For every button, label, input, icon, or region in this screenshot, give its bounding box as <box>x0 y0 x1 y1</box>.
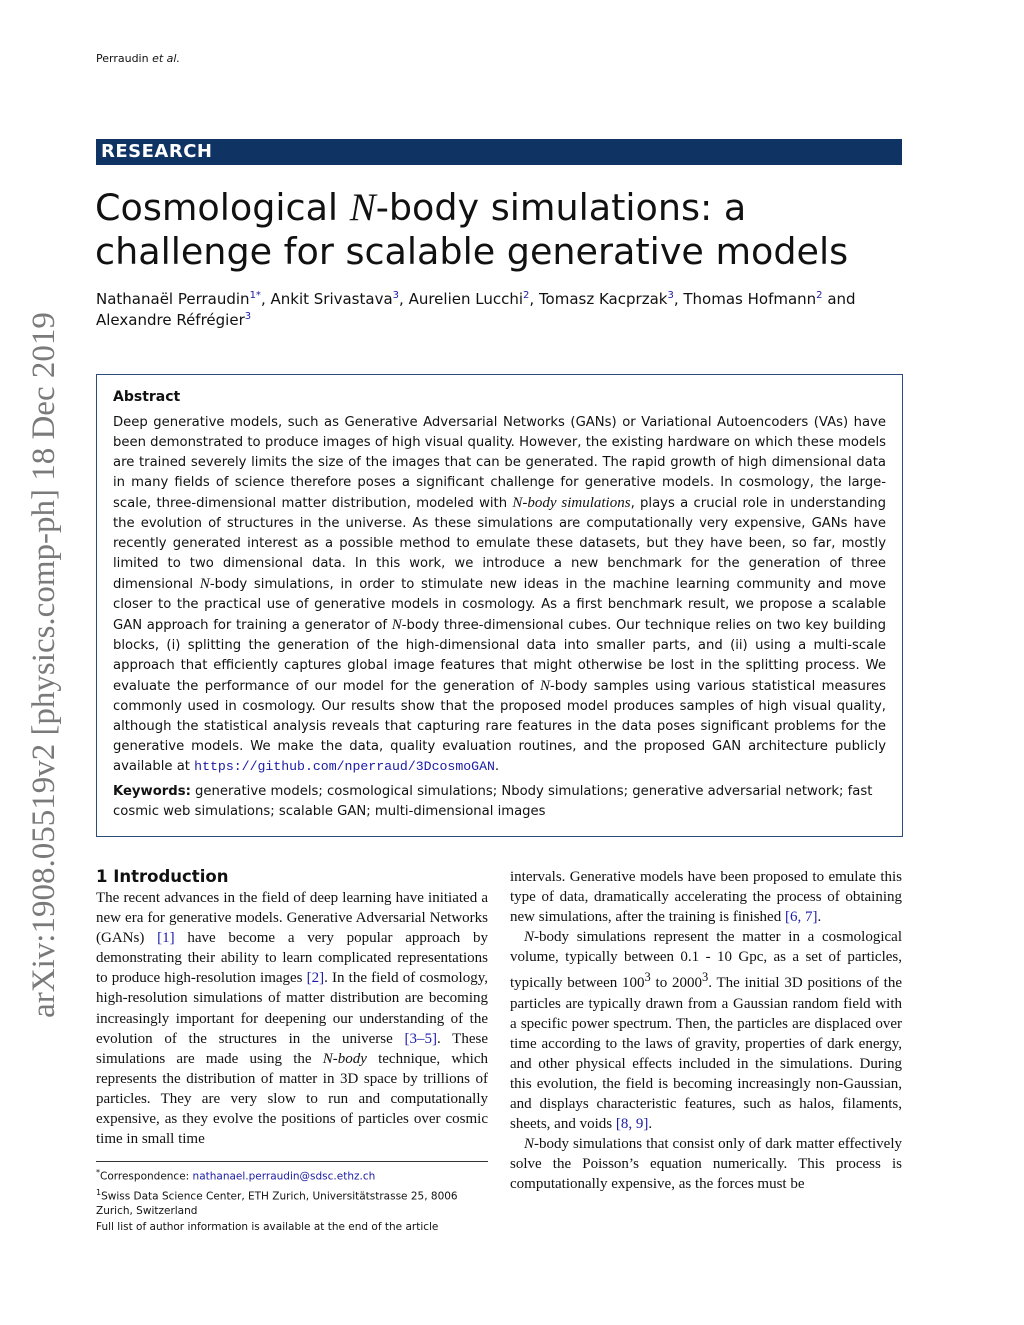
author-separator: , <box>529 290 539 308</box>
superscript: 3 <box>644 970 651 985</box>
footnote-affiliation <box>96 1185 488 1220</box>
author-affiliation-mark[interactable]: 1* <box>249 290 261 301</box>
intro-text: technique, which represents the distribution of matter in 3D space by trillions of particles. They are very slow to run and computationally expensive, as they evolve the positions of particles over cosmic time in small time <box>96 1050 488 1148</box>
footnote-affiliation-text: Swiss Data Science Center, ETH Zurich, Universitätstrasse 25, 8006 Zurich, Switzerland <box>96 1190 458 1218</box>
intro-text: -body simulations that consist only of dark matter effectively solve the Poisson’s equation numerically. This process is computationally expensive, as the forces must be <box>510 1136 902 1193</box>
author-separator: , <box>260 290 271 308</box>
github-link[interactable]: https://github.com/nperraud/3DcosmoGAN <box>194 759 495 774</box>
abstract-n-symbol: N <box>391 617 402 633</box>
abstract-t1: Deep generative models, such as Generative Adversarial Networks (GANs) or Variational Autoencoders (VAs) have been demonstrated to produce images of high visual quality. However, the existing hardware on which these models are trained severely limits the size of the images that can be generated. The rapid growth of high dimensional data in many fields of science therefore poses a significant challenge for generative models. In cosmology, the large-scale, three-dimensional matter distribution, modeled with <box>113 415 886 511</box>
author-name: Ankit Srivastava <box>270 290 393 308</box>
citation-link[interactable]: [2] <box>306 970 325 987</box>
arxiv-stamp: arXiv:1908.05519v2 [physics.comp-ph] 18 Dec 2019 <box>26 312 62 1018</box>
author-affiliation-mark[interactable]: 2 <box>816 290 823 301</box>
footnote-divider <box>96 1161 488 1162</box>
author-name: Nathanaël Perraudin <box>96 290 250 308</box>
author-name: Aurelien Lucchi <box>408 290 524 308</box>
intro-paragraph-1-cont <box>510 867 902 927</box>
abstract-nbody-term: N-body simulations <box>512 495 631 511</box>
author-affiliation-mark[interactable]: 2 <box>523 290 530 301</box>
running-head-author: Perraudin <box>96 52 149 65</box>
author-name: Alexandre Réfrégier <box>96 311 245 329</box>
intro-text: . <box>817 909 822 926</box>
running-head <box>96 52 180 65</box>
intro-text: intervals. Generative models have been proposed to emulate this type of data, dramatically accelerating the process of obtaining new simulations, after the training is finished <box>510 869 902 926</box>
abstract-t4: -body three-dimensional cubes. Our technique relies on two key building blocks, (i) splitting the generation of the high-dimensional data into smaller parts, and (ii) using a multi-scale approach that efficiently captures global image features that might otherwise be lost in the splitting process. We evaluate the performance of our model for the generation of <box>113 618 886 694</box>
footnote-mark: * <box>96 1168 100 1177</box>
running-head-etal: et al. <box>152 52 180 65</box>
footnote-mark: 1 <box>96 1187 102 1197</box>
intro-paragraph-2 <box>510 927 902 1134</box>
nbody-term: N-body <box>322 1050 367 1067</box>
superscript: 3 <box>701 970 709 985</box>
author-affiliation-mark[interactable]: 3 <box>392 290 400 301</box>
keywords-text: generative models; cosmological simulations; Nbody simulations; generative adversarial network; fast cosmic web simulations; scalable GAN; multi-dimensional images <box>113 784 873 819</box>
author-affiliation-mark[interactable]: 3 <box>667 290 674 301</box>
citation-link[interactable]: [1] <box>157 930 175 947</box>
author-separator: , <box>399 290 409 308</box>
footnotes <box>96 1165 488 1235</box>
n-symbol: N <box>524 1136 535 1153</box>
footnote-label: Correspondence: <box>100 1170 193 1183</box>
keywords-label: Keywords: <box>113 784 191 799</box>
intro-paragraph-3 <box>510 1134 902 1194</box>
citation-link[interactable]: [8, 9] <box>615 1116 649 1133</box>
author-name: Tomasz Kacprzak <box>538 290 668 308</box>
footnote-correspondence <box>96 1165 488 1185</box>
n-symbol: N <box>524 929 535 946</box>
author-separator: and <box>822 290 856 308</box>
intro-paragraph-1 <box>96 888 488 1149</box>
abstract-n-symbol: N <box>540 678 551 694</box>
author-list <box>96 289 906 331</box>
intro-text: . These simulations are made using the <box>96 1030 488 1067</box>
abstract-heading: Abstract <box>113 389 181 405</box>
intro-text: -body simulations represent the matter in a cosmological volume, typically between 0.1 - 10 Gpc, as a set of particles, typically between 100 <box>510 929 902 992</box>
abstract-t5: -body samples using various statistical measures commonly used in cosmology. Our results show that the proposed model produces samples of high visual quality, although the statistical analysis reveals that capturing rare features in the data poses significant problems for the generative models. We make the data, quality evaluation routines, and the proposed GAN architecture publicly available at <box>113 679 886 774</box>
intro-text: . In the field of cosmology, high-resolution simulations of matter distribution are becoming increasingly important for deepening our understanding of the evolution of the structures in the universe <box>96 970 488 1047</box>
keywords <box>113 782 886 822</box>
abstract-text <box>113 413 886 777</box>
intro-text: . <box>648 1116 653 1133</box>
title-part2: -body simulations: a challenge for scalable generative models <box>95 186 849 273</box>
paper-title <box>95 186 910 274</box>
abstract-t2: , plays a crucial role in understanding the evolution of structures in the universe. As these simulations are computationally very expensive, GANs have recently generated interest as a possible method to emulate these datasets, but they have been, so far, mostly limited to two dimensional data. In this work, we introduce a new benchmark for the generation of three dimensional <box>113 496 886 592</box>
section-heading-introduction: 1 Introduction <box>96 867 229 886</box>
intro-text: The recent advances in the field of deep learning have initiated a new era for generative models. Generative Adversarial Networks (GANs) <box>96 890 488 947</box>
citation-link[interactable]: [3–5] <box>404 1030 437 1047</box>
intro-text: to 2000 <box>650 975 702 992</box>
footnote-full-list: Full list of author information is available at the end of the article <box>96 1220 439 1233</box>
abstract-t6: . <box>494 759 500 774</box>
abstract-n-symbol: N <box>199 576 210 592</box>
correspondence-email-link[interactable]: nathanael.perraudin@sdsc.ethz.ch <box>192 1170 376 1183</box>
right-column <box>510 867 902 1195</box>
intro-text: . The initial 3D positions of the particles are typically drawn from a Gaussian random field with a specific power spectrum. Then, the particles are displaced over time according to the laws of gravity, properties of dark energy, and other physical effects included in the simulations. During this evolution, the field is becoming increasingly non-Gaussian, and displays characteristic features, such as halos, filaments, sheets, and voids <box>510 975 902 1133</box>
abstract-t3: -body simulations, in order to stimulate new ideas in the machine learning community and move closer to the practical use of generative models in cosmology. As a first benchmark result, we propose a scalable GAN approach for training a generator of <box>113 577 886 633</box>
abstract-box <box>96 374 903 837</box>
title-part1: Cosmological <box>95 186 350 229</box>
title-n: N <box>349 186 376 229</box>
author-affiliation-mark[interactable]: 3 <box>244 311 252 322</box>
section-label: RESEARCH <box>96 139 902 165</box>
author-name: Thomas Hofmann <box>683 290 817 308</box>
intro-text: have become a very popular approach by demonstrating their ability to learn complicated representations to produce high-resolution images <box>96 930 488 987</box>
left-column <box>96 866 488 1149</box>
citation-link[interactable]: [6, 7] <box>784 909 818 926</box>
author-separator: , <box>673 290 684 308</box>
